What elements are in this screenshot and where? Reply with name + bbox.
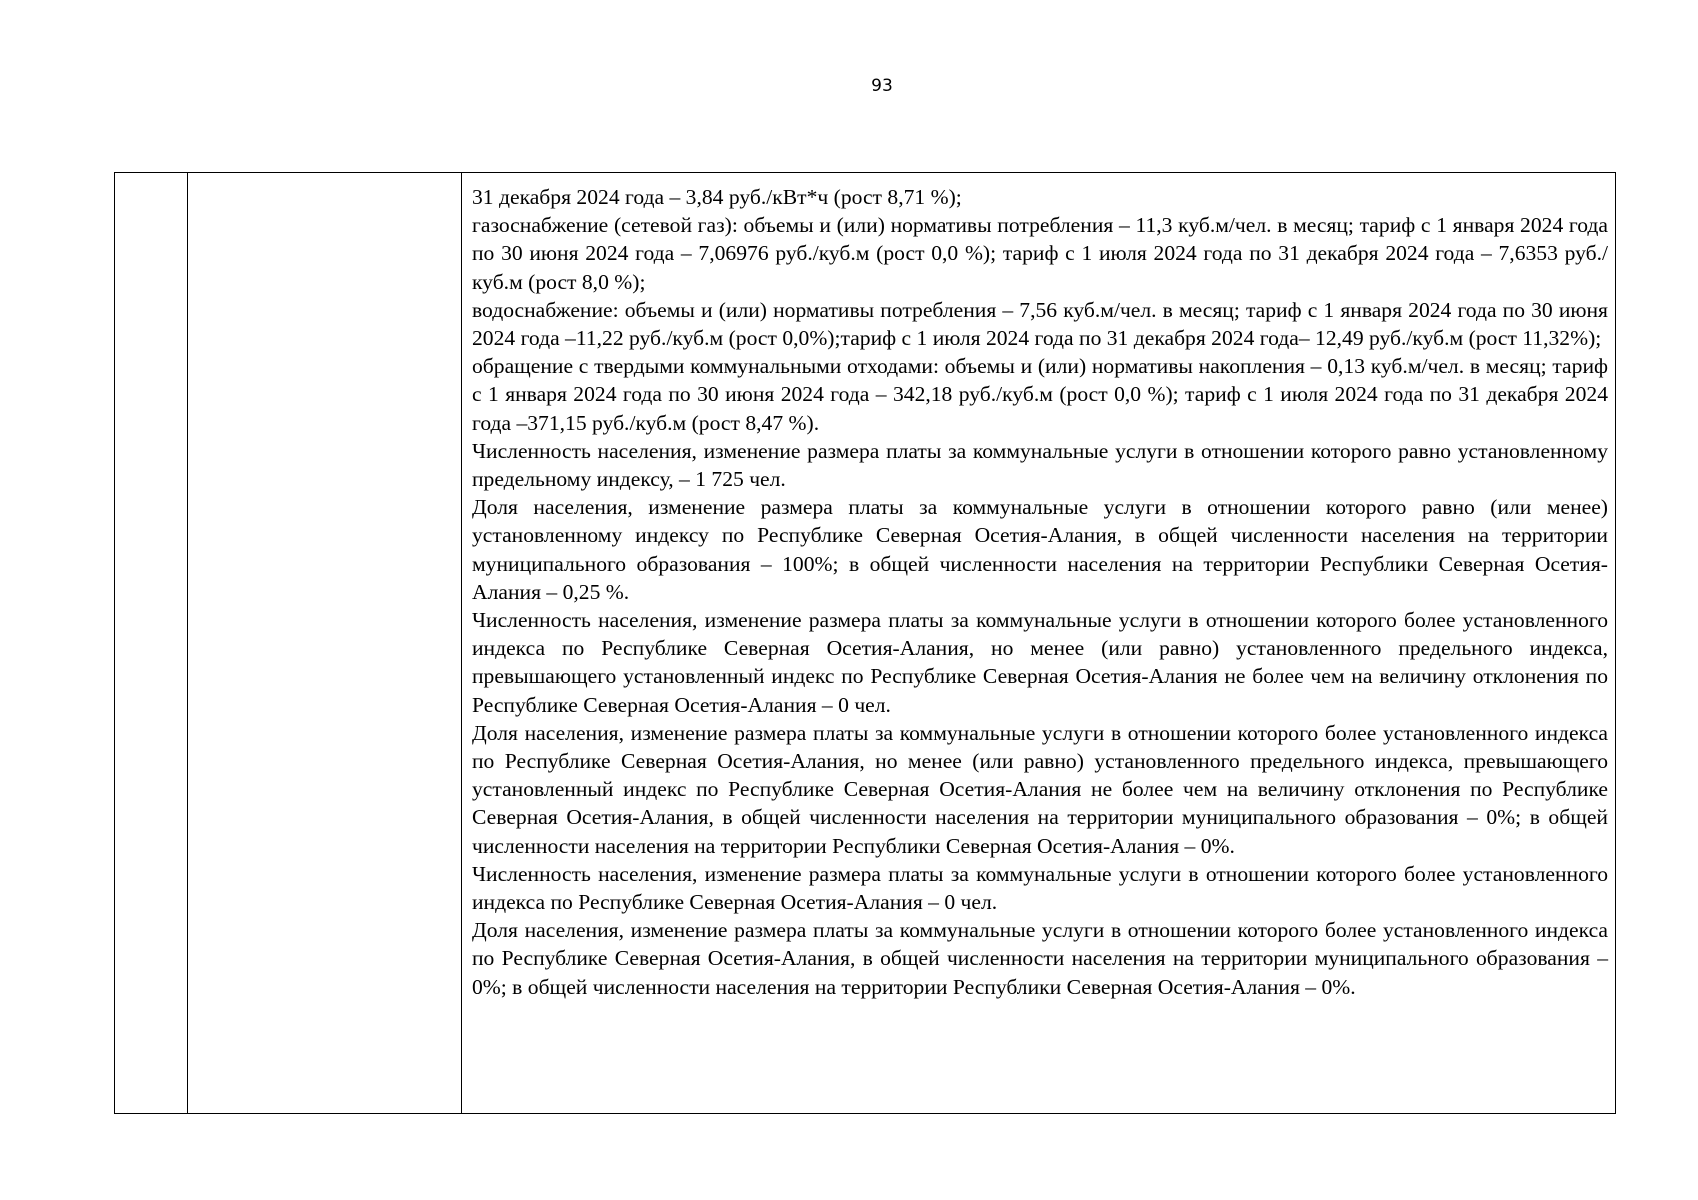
paragraph-share-above-index-within-limit: Доля населения, изменение размера платы за коммунальные услуги в отношении которого более установленного индекса по Республике Северная Осетия-Алания, но менее (или равно) установленного предельного индекса, превышающего установленный индекс по Республике Северная Осетия-Алания не более чем на величину отклонения по Республике Северная Осетия-Алания, в общей численности населения на территории муниципального образования – 0%; в общей численности населения на территории Республики Северная Осетия-Алания – 0%.: [472, 720, 1608, 858]
paragraph-population-above-index: Численность населения, изменение размера платы за коммунальные услуги в отношении которого более установленного индекса по Республике Северная Осетия-Алания – 0 чел.: [472, 861, 1608, 915]
paragraph-share-above-index: Доля населения, изменение размера платы за коммунальные услуги в отношении которого более установленного индекса по Республике Северная Осетия-Алания, в общей численности населения на территории муниципального образования – 0%; в общей численности населения на территории Республики Северная Осетия-Алания – 0%.: [472, 918, 1608, 999]
paragraph-electricity-tariff-end: 31 декабря 2024 года – 3,84 руб./кВт*ч (рост 8,71 %);: [472, 185, 962, 209]
row-name-cell: [188, 173, 462, 1114]
document-table: [114, 172, 1616, 1114]
paragraph-gas-supply: газоснабжение (сетевой газ): объемы и (или) нормативы потребления – 11,3 куб.м/чел. в месяц; тариф с 1 января 2024 года по 30 июня 2024 года – 7,06976 руб./куб.м (рост 0,0 %); тариф с 1 июля 2024 года по 31 декабря 2024 года – 7,6353 руб./куб.м (рост 8,0 %);: [472, 213, 1608, 294]
paragraph-water-supply: водоснабжение: объемы и (или) нормативы потребления – 7,56 куб.м/чел. в месяц; тариф с 1 января 2024 года по 30 июня 2024 года –11,22 руб./куб.м (рост 0,0%);тариф с 1 июля 2024 года по 31 декабря 2024 года– 12,49 руб./куб.м (рост 11,32%);: [472, 297, 1608, 351]
paragraph-share-equal-index: Доля населения, изменение размера платы за коммунальные услуги в отношении которого равно (или менее) установленному индексу по Республике Северная Осетия-Алания, в общей численности населения на территории муниципального образования – 100%; в общей численности населения на территории Республики Северная Осетия-Алания – 0,25 %.: [472, 495, 1608, 604]
page-number: 93: [871, 76, 893, 96]
paragraph-population-equal-index: Численность населения, изменение размера платы за коммунальные услуги в отношении которого равно установленному предельному индексу, – 1 725 чел.: [472, 438, 1608, 492]
table-row: [115, 173, 1616, 1114]
paragraph-population-above-index-within-limit: Численность населения, изменение размера платы за коммунальные услуги в отношении которого более установленного индекса по Республике Северная Осетия-Алания, но менее (или равно) установленного предельного индекса, превышающего установленный индекс по Республике Северная Осетия-Алания не более чем на величину отклонения по Республике Северная Осетия-Алания – 0 чел.: [472, 608, 1608, 717]
paragraph-solid-waste: обращение с твердыми коммунальными отходами: объемы и (или) нормативы накопления – 0,13 куб.м/чел. в месяц; тариф с 1 января 2024 года по 30 июня 2024 года – 342,18 руб./куб.м (рост 0,0 %); тариф с 1 июля 2024 года по 31 декабря 2024 года –371,15 руб./куб.м (рост 8,47 %).: [472, 354, 1608, 435]
row-content-cell: [462, 173, 1616, 1114]
row-number-cell: [115, 173, 188, 1114]
